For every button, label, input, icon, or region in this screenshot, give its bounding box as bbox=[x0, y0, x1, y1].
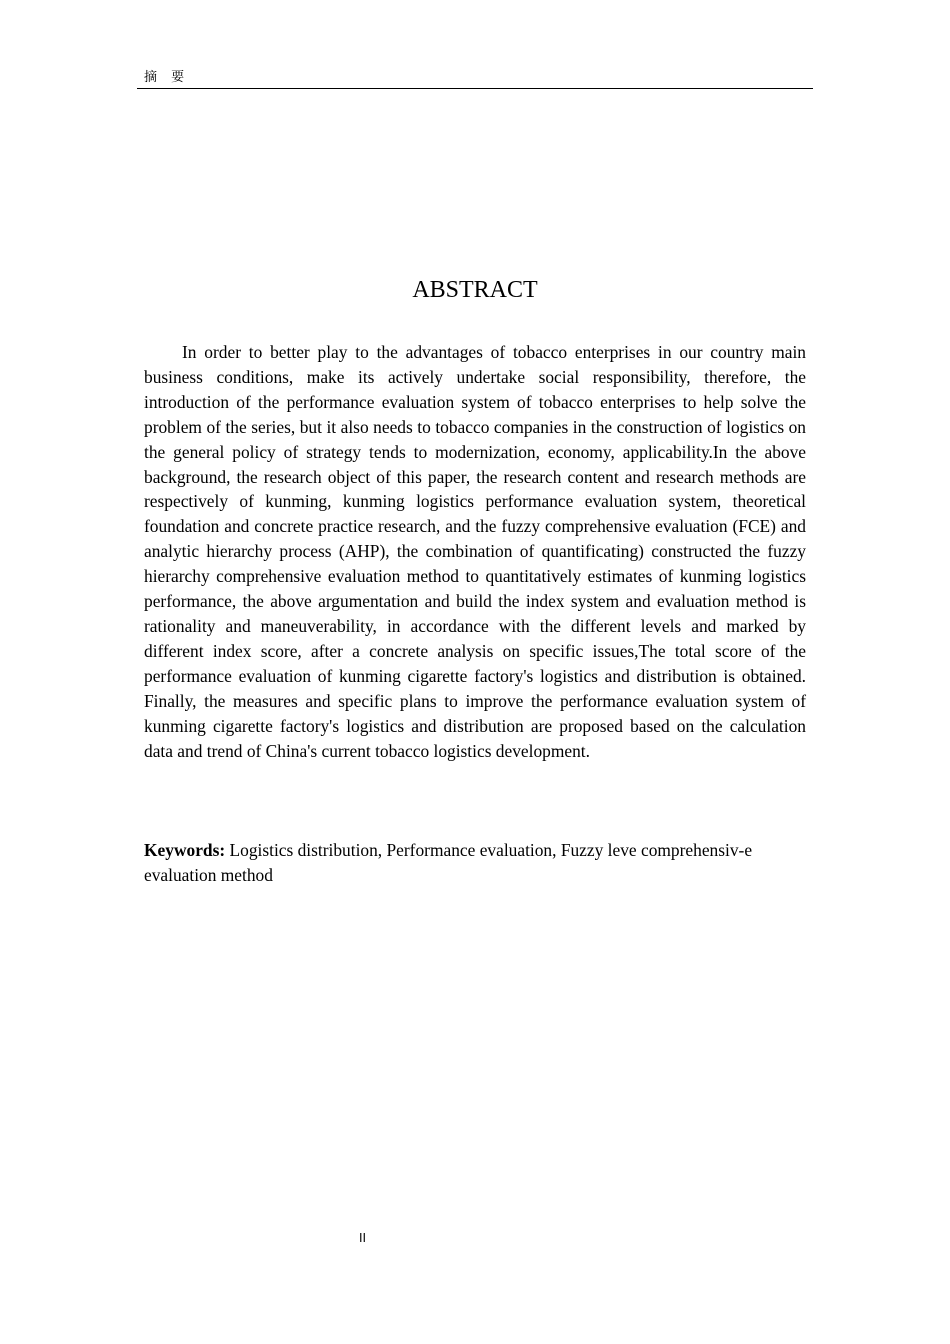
abstract-body: In order to better play to the advantages of tobacco enterprises in our country main business conditions, make its actively undertake social responsibility, therefore, the introduction of the performance evaluation system of tobacco enterprises to help solve the problem of the series, but it also needs to tobacco companies in the construction of logistics on the general policy of strategy tends to modernization, economy, applicability.In the above background, the research object of this paper, the research content and research methods are respectively of kunming, kunming logistics performance evaluation system, theoretical foundation and concrete practice research, and the fuzzy comprehensive evaluation (FCE) and analytic hierarchy process (AHP), the combination of quantificating) constructed the fuzzy hierarchy comprehensive evaluation method to quantitatively estimates of kunming logistics performance, the above argumentation and build the index system and evaluation method is rationality and maneuverability, in accordance with the different levels and marked by different index score, after a concrete analysis on specific issues,The total score of the performance evaluation of kunming cigarette factory's logistics and distribution is obtained. Finally, the measures and specific plans to improve the performance evaluation system of kunming cigarette factory's logistics and distribution are proposed based on the calculation data and trend of China's current tobacco logistics development. bbox=[144, 342, 806, 761]
keywords-paragraph bbox=[144, 838, 806, 888]
keywords-label: Keywords: bbox=[144, 840, 226, 860]
keywords-text: Logistics distribution, Performance evaluation, Fuzzy leve comprehensiv-e evaluation method bbox=[144, 840, 753, 885]
page-number: II bbox=[359, 1231, 367, 1245]
abstract-title: ABSTRACT bbox=[412, 277, 538, 303]
running-header bbox=[137, 68, 813, 89]
running-header-title: 摘 要 bbox=[144, 70, 190, 85]
